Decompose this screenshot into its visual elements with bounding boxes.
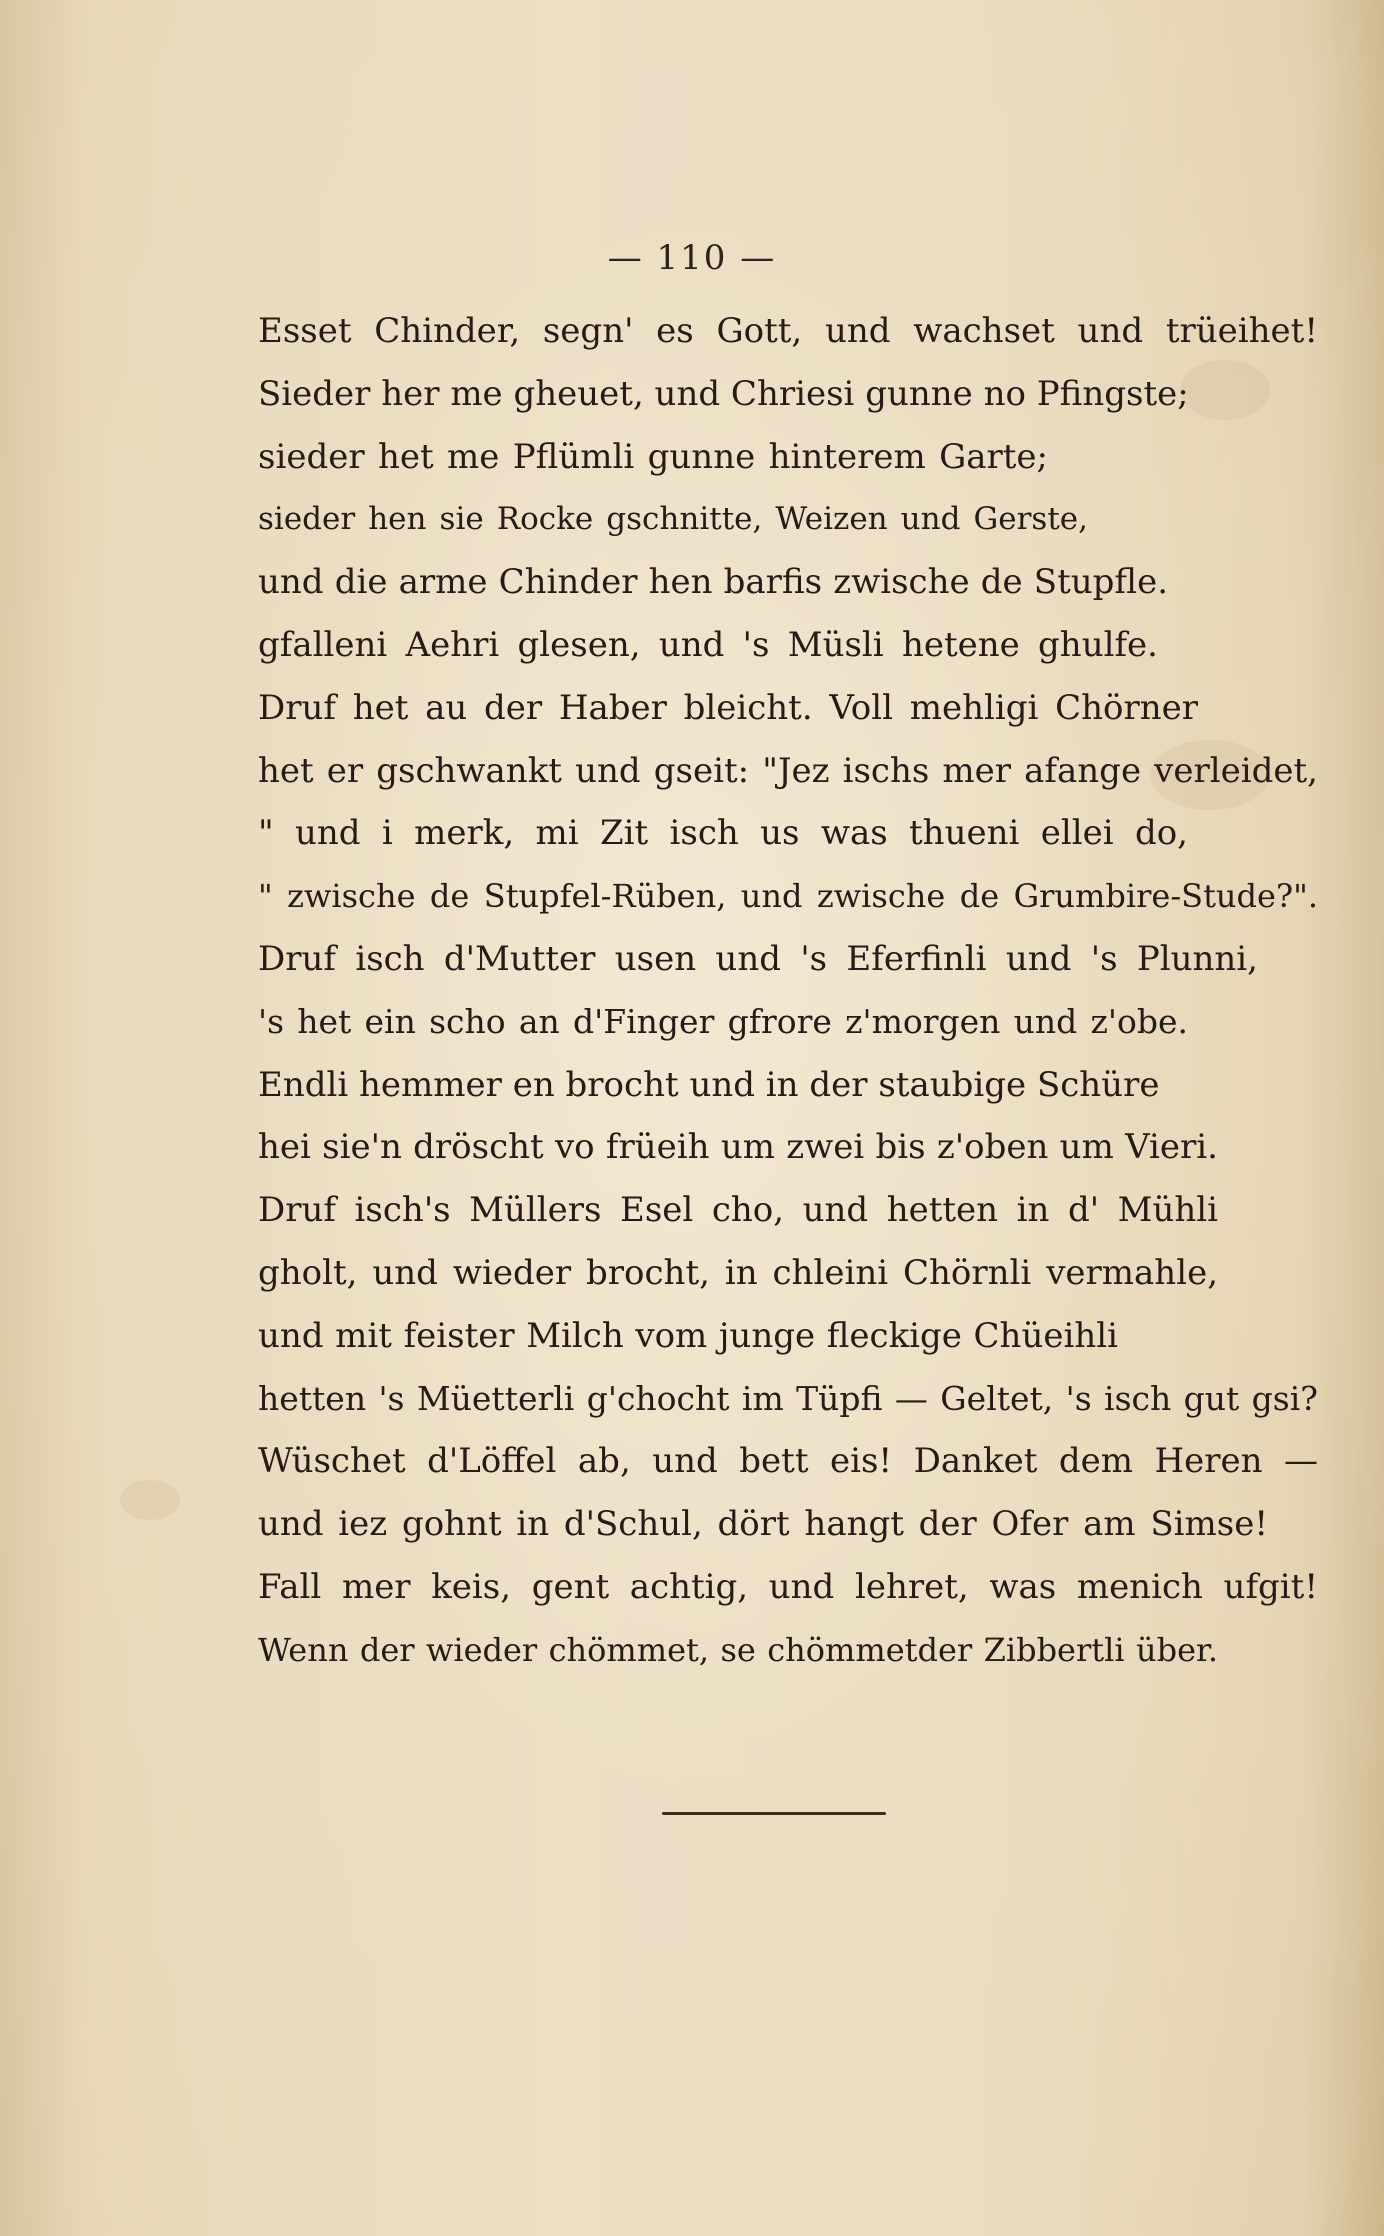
paper-stain	[120, 1480, 180, 1520]
poem-line: Druf isch's Müllers Esel cho, und hetten in d' Mühli	[258, 1190, 1218, 1231]
poem-line: sieder het me Pflümli gunne hinterem Garte;	[258, 436, 1048, 477]
poem-line: Wenn der wieder chömmet, se chömmetder Zibbertli über.	[258, 1630, 1218, 1669]
poem-line: und iez gohnt in d'Schul, dört hangt der Ofer am Simse!	[258, 1504, 1268, 1545]
poem-line: und mit feister Milch vom junge fleckige Chüeihli	[258, 1315, 1118, 1356]
poem-line: sieder hen sie Rocke gschnitte, Weizen und Gerste,	[258, 501, 1088, 538]
poem-line: " und i merk, mi Zit isch us was thueni ellei do,	[258, 813, 1188, 854]
poem-line: hetten 's Müetterli g'chocht im Tüpfi — Geltet, 's isch gut gsi?	[258, 1378, 1318, 1418]
poem-line: " zwische de Stupfel-Rüben, und zwische de Grumbire-Stude?".	[258, 877, 1318, 916]
poem-line: Druf isch d'Mutter usen und 's Eferfinli und 's Plunni,	[258, 938, 1258, 979]
poem-line: Sieder her me gheuet, und Chriesi gunne no Pfingste;	[258, 373, 1189, 414]
poem-line: gfalleni Aehri glesen, und 's Müsli hetene ghulfe.	[258, 624, 1158, 665]
poem-line: Endli hemmer en brocht und in der staubige Schüre	[258, 1064, 1160, 1105]
poem-line: Druf het au der Haber bleicht. Voll mehligi Chörner	[258, 687, 1198, 728]
end-rule	[662, 1812, 886, 1815]
poem-line: und die arme Chinder hen barfis zwische de Stupfle.	[258, 562, 1168, 603]
poem-line: het er gschwankt und gseit: "Jez ischs mer afange verleidet,	[258, 750, 1318, 791]
poem-line: Fall mer keis, gent achtig, und lehret, was menich ufgit!	[258, 1566, 1318, 1607]
poem-line: 's het ein scho an d'Finger gfrore z'morgen und z'obe.	[258, 1001, 1188, 1041]
poem-line: Esset Chinder, segn' es Gott, und wachset und trüeihet!	[258, 311, 1318, 351]
page-number: — 110 —	[607, 238, 777, 278]
poem-text	[258, 300, 1318, 1682]
poem-line: hei sie'n dröscht vo früeih um zwei bis z'oben um Vieri.	[258, 1127, 1218, 1168]
poem-line: gholt, und wieder brocht, in chleini Chörnli vermahle,	[258, 1252, 1218, 1293]
poem-line: Wüschet d'Löffel ab, und bett eis! Danket dem Heren —	[258, 1441, 1318, 1482]
